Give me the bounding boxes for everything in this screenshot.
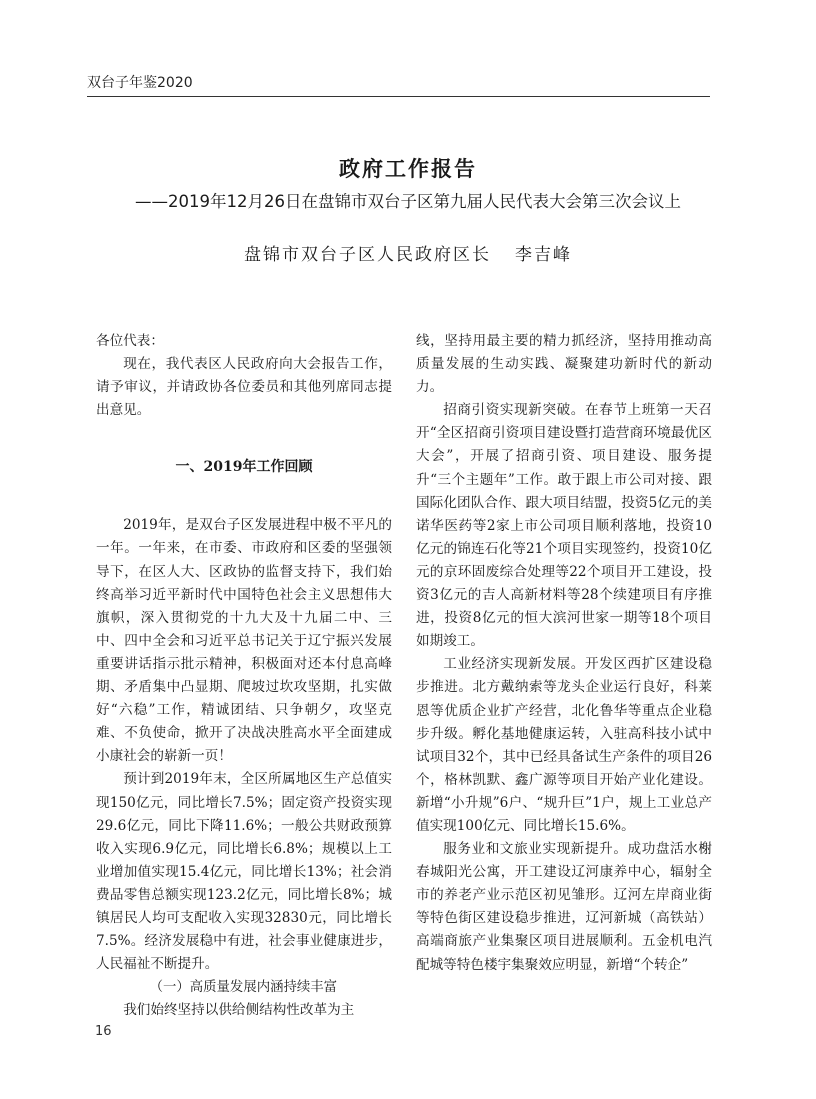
running-header-title: 双台子年鉴2020 (87, 75, 193, 91)
body-paragraph: 工业经济实现新发展。开发区西扩区建设稳步推进。北方戴纳索等龙头企业运行良好，科莱恩等优质企业扩产经营，北化鲁华等重点企业稳步升级。孵化基地健康运转，入驻高科技小试中试项目32个，其中已经具备试生产条件的项目26个，格林凯默、鑫广源等项目开始产业化建设。新增“小升规”6户、“规升巨”1户，规上工业总产值实现100亿元、同比增长15.6%。 (416, 656, 712, 834)
body-paragraph: 我们始终坚持以供给侧结构性改革为主 (123, 1002, 355, 1019)
body-paragraph: 2019年，是双台子区发展进程中极不平凡的一年。一年来，在市委、市政府和区委的坚强领导下，在区人大、区政协的监督支持下，我们始终高举习近平新时代中国特色社会主义思想伟大旗帜，深入贯彻党的十九大及十九届二中、三中、四中全会和习近平总书记关于辽宁振兴发展重要讲话指示批示精神，积极面对还本付息高峰期、矛盾集中凸显期、爬坡过坎攻坚期，扎实做好“六稳”工作，精诚团结、只争朝夕，攻坚克难、不负使命，掀开了决战决胜高水平全面建成小康社会的崭新一页！ (96, 517, 392, 765)
intro-paragraph: 现在，我代表区人民政府向大会报告工作，请予审议，并请政协各位委员和其他列席同志提出意见。 (96, 356, 392, 419)
left-column (96, 330, 392, 1022)
section-heading: 一、2019年工作回顾 (175, 459, 313, 476)
document-subtitle: ——2019年12月26日在盘锦市双台子区第九届人民代表大会第三次会议上 (135, 192, 681, 211)
subsection-heading: （一）高质量发展内涵持续丰富 (149, 980, 338, 996)
document-title: 政府工作报告 (339, 156, 477, 181)
author-role: 盘锦市双台子区人民政府区长 (244, 245, 491, 265)
author-name: 李吉峰 (515, 245, 572, 265)
salutation: 各位代表： (96, 333, 164, 349)
author-line (0, 240, 816, 265)
right-column (416, 330, 712, 977)
body-paragraph: 服务业和文旅业实现新提升。成功盘活水榭春城阳光公寓，开工建设辽河康养中心，辐射全市的养老产业示范区初见雏形。辽河左岸商业街等特色街区建设稳步推进，辽河新城（高铁站）高端商旅产业集聚区项目进展顺利。五金机电汽配城等特色楼宇集聚效应明显，新增“个转企” (416, 841, 712, 973)
body-paragraph: 预计到2019年末，全区所属地区生产总值实现150亿元，同比增长7.5%；固定资产投资实现29.6亿元，同比下降11.6%；一般公共财政预算收入实现6.9亿元，同比增长6.8%；规模以上工业增加值实现15.4亿元，同比增长13%；社会消费品零售总额实现123.2亿元，同比增长8%；城镇居民人均可支配收入实现32830元，同比增长7.5%。经济发展稳中有进，社会事业健康进步，人民福祉不断提升。 (96, 771, 392, 973)
page-number: 16 (95, 1024, 112, 1039)
body-paragraph: 招商引资实现新突破。在春节上班第一天召开“全区招商引资项目建设暨打造营商环境最优区大会”，开展了招商引资、项目建设、服务提升“三个主题年”工作。敢于跟上市公司对接、跟国际化团队合作、跟大项目结盟，投资5亿元的美诺华医药等2家上市公司项目顺利落地，投资10亿元的锦连石化等21个项目实现签约，投资10亿元的京环固废综合处理等22个项目开工建设，投资3亿元的吉人高新材料等28个续建项目有序推进，投资8亿元的恒大滨河世家一期等18个项目如期竣工。 (416, 402, 712, 650)
header-rule (87, 96, 710, 97)
body-paragraph-continued: 线，坚持用最主要的精力抓经济，坚持用推动高质量发展的生动实践、凝聚建功新时代的新动力。 (416, 333, 712, 396)
